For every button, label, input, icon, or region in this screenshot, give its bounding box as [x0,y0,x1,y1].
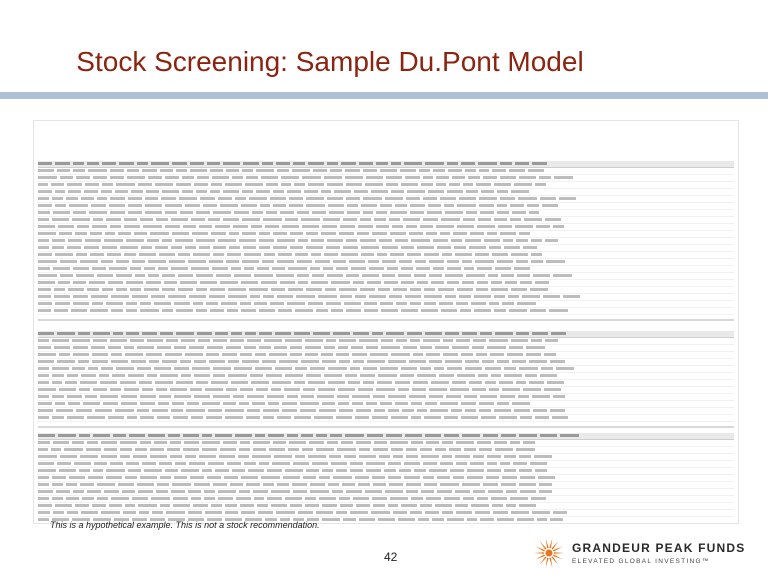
spreadsheet-row [38,482,734,489]
spreadsheet-row [38,380,734,387]
spreadsheet-row [38,168,734,175]
spreadsheet-row [38,245,734,252]
spreadsheet-row [38,308,734,315]
spreadsheet-row [38,352,734,359]
spreadsheet-row [38,161,734,168]
spreadsheet-row [38,273,734,280]
spreadsheet-row [38,461,734,468]
spreadsheet-row [38,259,734,266]
spreadsheet-row [38,189,734,196]
logo-ray [553,554,562,559]
spreadsheet-row [38,224,734,231]
company-logo [532,536,762,572]
logo-ray [540,541,547,549]
spreadsheet-row [38,359,734,366]
disclaimer-text: This is a hypothetical example. This is not a stock recommendation. [50,520,320,530]
spreadsheet-row [38,175,734,182]
page-number: 42 [384,550,398,564]
spreadsheet-row [38,394,734,401]
spreadsheet-row [38,210,734,217]
spreadsheet-row [38,231,734,238]
spreadsheet-row [38,510,734,517]
spreadsheet-row [38,196,734,203]
accent-bar [0,92,768,99]
logo-ray [535,554,544,559]
logo-center [546,550,553,557]
spreadsheet-row [38,373,734,380]
spreadsheet-row [38,301,734,308]
spreadsheet-row [38,415,734,422]
spreadsheet-row [38,217,734,224]
spreadsheet-row [38,338,734,345]
spreadsheet-screenshot [33,120,739,524]
spreadsheet-row [38,182,734,189]
logo-ray [546,558,549,568]
logo-ray [534,552,544,554]
logo-ray [546,538,549,548]
spreadsheet-row [38,489,734,496]
slide-title: Stock Screening: Sample Du.Pont Model [76,46,584,77]
spreadsheet-row [38,266,734,273]
spreadsheet-block [38,331,734,422]
logo-tagline: ELEVATED GLOBAL INVESTING™ [572,558,710,565]
spreadsheet-row [38,203,734,210]
spreadsheet-row [38,287,734,294]
sunburst-logo-icon [532,536,566,570]
spreadsheet-row [38,345,734,352]
spreadsheet-row [38,496,734,503]
spreadsheet-row [38,447,734,454]
logo-ray [535,546,544,551]
spreadsheet-row [38,252,734,259]
logo-ray [554,552,564,554]
logo-ray [553,546,562,551]
spreadsheet-row [38,401,734,408]
logo-ray [549,558,552,568]
spreadsheet-block [38,433,734,524]
section-divider [38,319,734,321]
logo-name: GRANDEUR PEAK FUNDS [572,541,746,555]
logo-ray [540,556,547,564]
logo-ray [549,538,552,548]
spreadsheet-row [38,280,734,287]
section-divider [38,426,734,428]
spreadsheet-row [38,387,734,394]
spreadsheet-row [38,454,734,461]
logo-ray [551,556,558,564]
spreadsheet-row [38,475,734,482]
spreadsheet-block [38,161,734,315]
spreadsheet-row [38,408,734,415]
spreadsheet-row [38,468,734,475]
spreadsheet-row [38,433,734,440]
spreadsheet-row [38,294,734,301]
spreadsheet-row [38,503,734,510]
spreadsheet-row [38,440,734,447]
logo-ray [551,541,558,549]
spreadsheet-row [38,331,734,338]
spreadsheet-row [38,366,734,373]
spreadsheet-row [38,238,734,245]
